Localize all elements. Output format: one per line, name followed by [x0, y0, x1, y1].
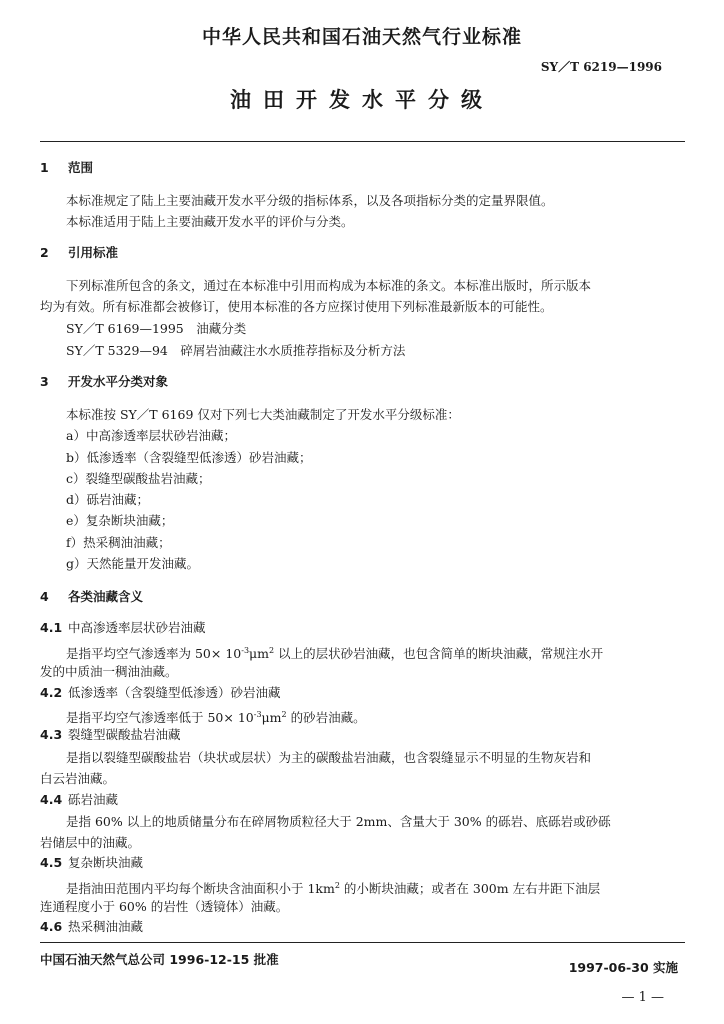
- page-number: — 1 —: [621, 990, 664, 1005]
- list-item: b）低渗透率（含裂缝型低渗透）砂岩油藏；: [66, 450, 312, 465]
- section-3-heading: 3 开发水平分类对象: [40, 374, 169, 389]
- subsection-4-5-line-1: 是指油田范围内平均每个断块含油面积小于 $1km^2$ 的小断块油藏；或者在 300m 左右井距下油层: [66, 881, 601, 897]
- reference-sy-5329: SY／T 5329—94 碎屑岩油藏注水水质推荐指标及分析方法: [66, 343, 406, 358]
- section-1-para-2: 本标准适用于陆上主要油藏开发水平的评价与分类。: [66, 214, 354, 229]
- subsection-4-4-heading: 4.4 砾岩油藏: [40, 792, 119, 807]
- subsection-4-4-line-2: 岩储层中的油藏。: [40, 835, 141, 850]
- section-2-heading: 2 引用标准: [40, 245, 119, 260]
- section-1-para-1: 本标准规定了陆上主要油藏开发水平分级的指标体系，以及各项指标分类的定量界限值。: [66, 193, 554, 208]
- subsection-4-5-line-2: 连通程度小于 60% 的岩性（透镜体）油藏。: [40, 899, 289, 914]
- subsection-4-6-heading: 4.6 热采稠油油藏: [40, 919, 144, 934]
- approval-statement: 中国石油天然气总公司 1996-12-15 批准: [40, 952, 279, 967]
- list-item: a）中高渗透率层状砂岩油藏；: [66, 428, 236, 443]
- list-item: e）复杂断块油藏；: [66, 513, 174, 528]
- subsection-4-3-line-2: 白云岩油藏。: [40, 771, 116, 786]
- section-4-heading: 4 各类油藏含义: [40, 589, 144, 604]
- document-title: 油田开发水平分级: [230, 88, 494, 112]
- section-3-intro: 本标准按 SY／T 6169 仅对下列七大类油藏制定了开发水平分级标准：: [66, 407, 460, 422]
- header-divider: [40, 141, 685, 142]
- section-1-heading: 1 范围: [40, 160, 94, 175]
- subsection-4-3-heading: 4.3 裂缝型碳酸盐岩油藏: [40, 727, 181, 742]
- subsection-4-2-line-1: 是指平均空气渗透率低于 $50\times 10^{-3}\mu m^2$ 的砂岩油藏。: [66, 710, 366, 726]
- footer-divider: [40, 942, 685, 943]
- standard-code: SY／T 6219—1996: [540, 60, 662, 74]
- reference-sy-6169: SY／T 6169—1995 油藏分类: [66, 321, 247, 336]
- section-2-para-line-2: 均为有效。所有标准都会被修订，使用本标准的各方应探讨使用下列标准最新版本的可能性。: [40, 299, 553, 314]
- list-item: g）天然能量开发油藏。: [66, 556, 200, 571]
- subsection-4-1-heading: 4.1 中高渗透率层状砂岩油藏: [40, 620, 206, 635]
- standard-category-title: 中华人民共和国石油天然气行业标准: [201, 26, 522, 48]
- subsection-4-3-line-1: 是指以裂缝型碳酸盐岩（块状或层状）为主的碳酸盐岩油藏，也含裂缝显示不明显的生物灰岩和: [66, 750, 592, 765]
- subsection-4-5-heading: 4.5 复杂断块油藏: [40, 855, 144, 870]
- subsection-4-1-line-1: 是指平均空气渗透率为 $50\times 10^{-3}\mu m^2$ 以上的层状砂岩油藏，也包含简单的断块油藏，常规注水开: [66, 646, 604, 662]
- list-item: f）热采稠油油藏；: [66, 535, 171, 550]
- list-item: d）砾岩油藏；: [66, 492, 150, 507]
- subsection-4-1-line-2: 发的中质油一稠油油藏。: [40, 664, 178, 679]
- implementation-date: 1997-06-30 实施: [568, 960, 678, 975]
- subsection-4-4-line-1: 是指 60% 以上的地质储量分布在碎屑物质粒径大于 2mm、含量大于 30% 的砾岩、底砾岩或砂砾: [66, 814, 611, 829]
- subsection-4-2-heading: 4.2 低渗透率（含裂缝型低渗透）砂岩油藏: [40, 685, 281, 700]
- list-item: c）裂缝型碳酸盐岩油藏；: [66, 471, 211, 486]
- section-2-para-line-1: 下列标准所包含的条文，通过在本标准中引用而构成为本标准的条文。本标准出版时，所示版本: [66, 278, 592, 293]
